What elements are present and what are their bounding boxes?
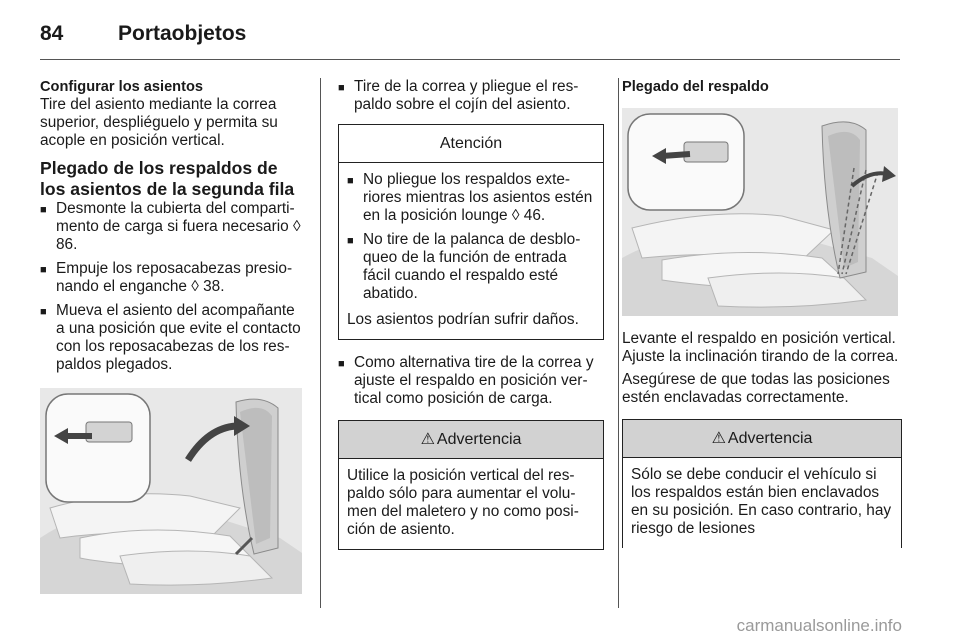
list-item-text: No tire de la palanca de desbloqueo de la función de entrada fácil cuando el respaldo esté abatido. [363, 231, 581, 302]
column-divider-1 [320, 78, 321, 608]
warning-icon: ⚠ [420, 431, 435, 448]
column-divider-2 [618, 78, 619, 608]
column-2 [338, 78, 604, 550]
attention-footer: Los asientos podrían sufrir daños. [347, 311, 579, 328]
paragraph: Asegúrese de que todas las posiciones estén enclavadas correctamente. [622, 371, 890, 406]
header-rule [40, 59, 900, 60]
attention-title: Atención [339, 125, 603, 163]
section-subhead: Plegado del respaldo [622, 79, 769, 95]
bullet-marker: ■ [40, 264, 47, 276]
seat-fold-illustration [40, 388, 302, 594]
warning-text: Sólo se debe conducir el vehículo si los respaldos están bien enclavados en su posición. En caso contrario, hay riesgo de lesiones [631, 466, 892, 537]
list-item [338, 78, 604, 114]
list-item-text: Mueva el asiento del acompañante a una posición que evite el contacto con los reposacabezas de los respaldos plegados. [56, 302, 301, 373]
attention-box [338, 124, 604, 340]
list-item [347, 231, 595, 303]
bullet-marker: ■ [40, 306, 47, 318]
list-item-text: No pliegue los respaldos exteriores mientras los asientos estén en la posición lounge ◊ 46. [363, 171, 593, 224]
watermark: carmanualsonline.info [736, 616, 902, 635]
column-1 [40, 78, 306, 594]
warning-header [623, 420, 901, 458]
warning-box [338, 420, 604, 550]
warning-header [339, 421, 603, 459]
list-item [40, 260, 306, 296]
warning-icon: ⚠ [711, 430, 726, 447]
list-item [338, 354, 604, 408]
list-item-text: Tire de la correa y pliegue el respaldo sobre el cojín del asiento. [354, 78, 579, 113]
paragraph: Levante el respaldo en posición vertical. Ajuste la inclinación tirando de la correa. [622, 330, 899, 365]
attention-body [339, 163, 603, 339]
warning-title: Advertencia [727, 430, 813, 447]
list-item-text: Desmonte la cubierta del compartimento de carga si fuera necesario ◊ 86. [56, 200, 301, 253]
list-item [347, 171, 595, 225]
bullet-marker: ■ [40, 204, 47, 216]
page-number: 84 [40, 22, 64, 45]
page-header [40, 14, 246, 54]
column-3 [622, 78, 902, 548]
list-item [40, 302, 306, 374]
section-heading: Plegado de los respaldos de los asientos de la segunda fila [40, 158, 295, 199]
backrest-fold-illustration [622, 108, 898, 316]
warning-title: Advertencia [436, 431, 522, 448]
list-item [40, 200, 306, 254]
list-item-text: Empuje los reposacabezas presionando el enganche ◊ 38. [56, 260, 293, 295]
intro-paragraph: Tire del asiento mediante la correa superior, despliéguelo y permita su acople en posición vertical. [40, 96, 278, 149]
bullet-marker: ■ [338, 358, 345, 370]
bullet-marker: ■ [338, 82, 345, 94]
warning-box [622, 419, 902, 548]
bullet-marker: ■ [347, 175, 354, 187]
section-subhead: Configurar los asientos [40, 79, 203, 95]
bullet-marker: ■ [347, 235, 354, 247]
list-item-text: Como alternativa tire de la correa y ajuste el respaldo en posición vertical como posición de carga. [354, 354, 594, 407]
warning-text: Utilice la posición vertical del respaldo sólo para aumentar el volumen del maletero y no como posición de asiento. [347, 467, 579, 538]
chapter-title: Portaobjetos [118, 22, 247, 45]
